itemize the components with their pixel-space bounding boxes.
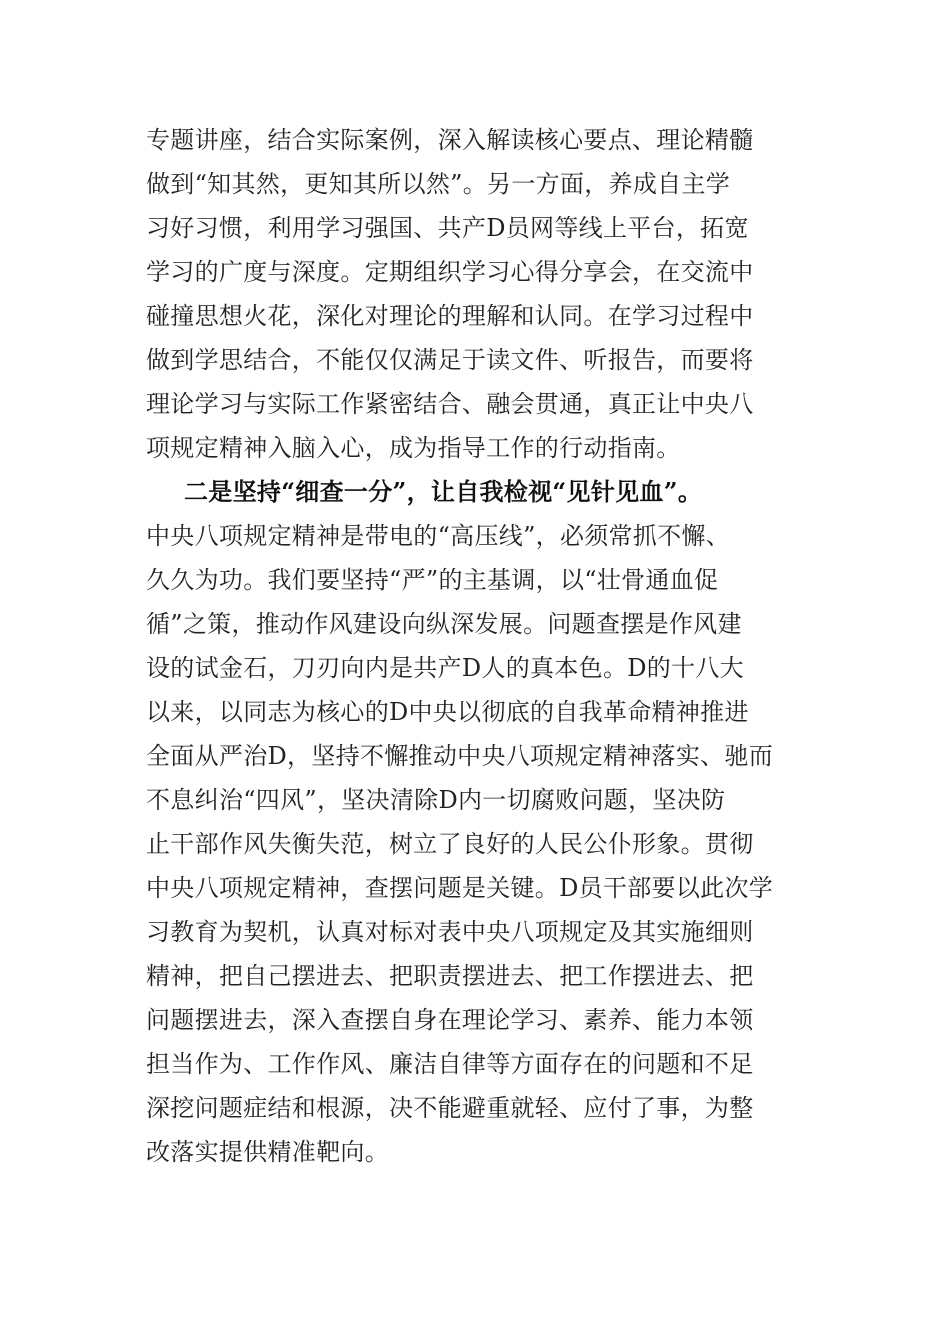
paragraph-line: 习好习惯，利用学习强国、共产D员网等线上平台，拓宽 xyxy=(146,214,749,242)
paragraph-line: 精神，把自己摆进去、把职责摆进去、把工作摆进去、把 xyxy=(146,962,754,990)
paragraph-line: 全面从严治D，坚持不懈推动中央八项规定精神落实、驰而 xyxy=(146,742,774,770)
paragraph-line: 学习的广度与深度。定期组织学习心得分享会，在交流中 xyxy=(146,258,754,286)
paragraph-line: 问题摆进去，深入查摆自身在理论学习、素养、能力本领 xyxy=(146,1006,754,1034)
paragraph-line: 设的试金石，刀刃向内是共产D人的真本色。D的十八大 xyxy=(146,654,744,682)
document-body xyxy=(146,118,810,1174)
paragraph-2 xyxy=(146,514,810,1174)
paragraph-line: 止干部作风失衡失范，树立了良好的人民公仆形象。贯彻 xyxy=(146,830,754,858)
paragraph-line: 改落实提供精准靶向。 xyxy=(146,1138,389,1166)
section-heading: 二是坚持“细查一分”，让自我检视“见针见血”。 xyxy=(184,477,703,506)
paragraph-line: 中央八项规定精神是带电的“高压线”，必须常抓不懈、 xyxy=(146,522,731,550)
paragraph-line: 习教育为契机，认真对标对表中央八项规定及其实施细则 xyxy=(146,918,754,946)
paragraph-line: 项规定精神入脑入心，成为指导工作的行动指南。 xyxy=(146,434,681,462)
paragraph-1 xyxy=(146,118,810,470)
paragraph-line: 做到“知其然，更知其所以然”。另一方面，养成自主学 xyxy=(146,170,731,198)
paragraph-line: 碰撞思想火花，深化对理论的理解和认同。在学习过程中 xyxy=(146,302,754,330)
paragraph-line: 不息纠治“四风”，坚决清除D内一切腐败问题，坚决防 xyxy=(146,786,726,814)
paragraph-line: 担当作为、工作作风、廉洁自律等方面存在的问题和不足 xyxy=(146,1050,754,1078)
paragraph-line: 深挖问题症结和根源，决不能避重就轻、应付了事，为整 xyxy=(146,1094,754,1122)
paragraph-line: 做到学思结合，不能仅仅满足于读文件、听报告，而要将 xyxy=(146,346,754,374)
paragraph-line: 以来，以同志为核心的D中央以彻底的自我革命精神推进 xyxy=(146,698,749,726)
paragraph-line: 久久为功。我们要坚持“严”的主基调，以“壮骨通血促 xyxy=(146,566,719,594)
paragraph-line: 中央八项规定精神，查摆问题是关键。D员干部要以此次学 xyxy=(146,874,774,902)
paragraph-line: 循”之策，推动作风建设向纵深发展。问题查摆是作风建 xyxy=(146,610,742,638)
paragraph-line: 专题讲座，结合实际案例，深入解读核心要点、理论精髓 xyxy=(146,126,754,154)
paragraph-line: 理论学习与实际工作紧密结合、融会贯通，真正让中央八 xyxy=(146,390,754,418)
